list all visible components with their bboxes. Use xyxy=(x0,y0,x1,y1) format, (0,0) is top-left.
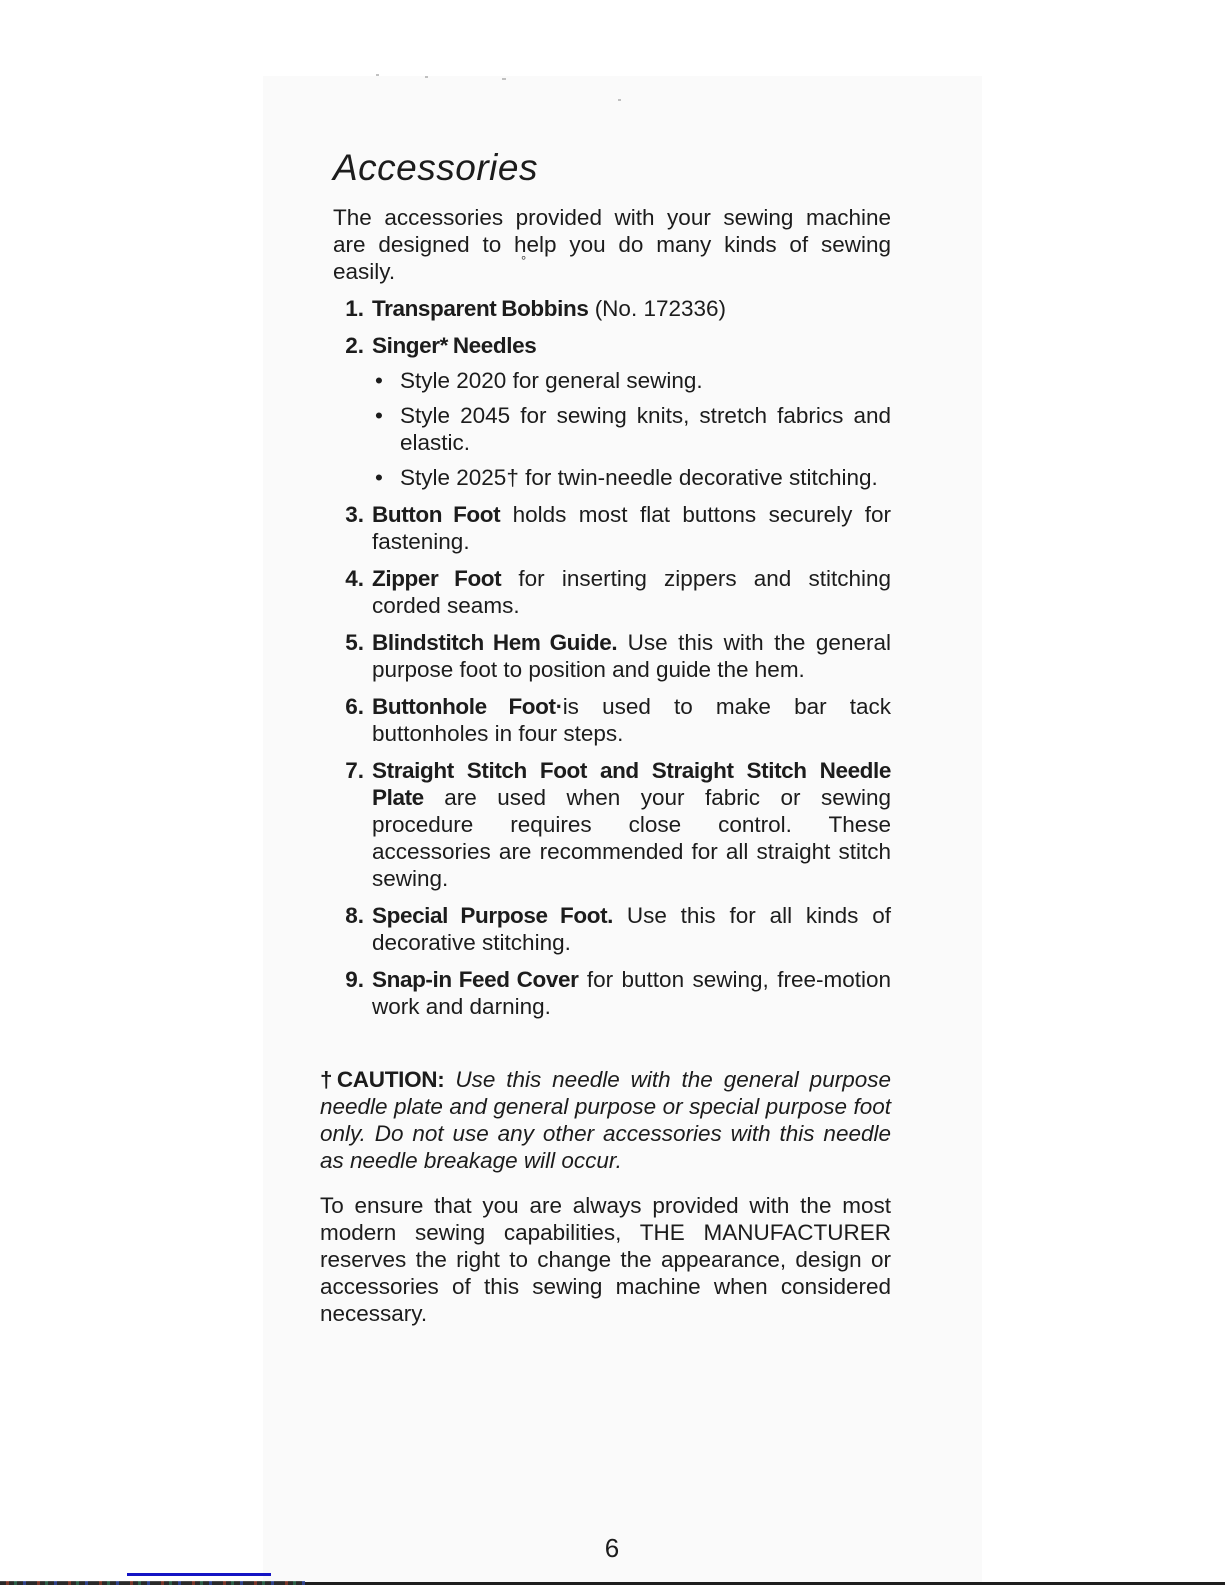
item-name: Snap-in Feed Cover xyxy=(372,967,579,992)
item-name: Zipper Foot xyxy=(372,566,502,591)
item-number: 9. xyxy=(345,967,364,992)
list-item xyxy=(333,332,891,491)
caution-label: †CAUTION: xyxy=(320,1067,445,1092)
scan-edge-speckle xyxy=(0,1581,305,1585)
item-text xyxy=(372,966,891,1020)
bullet-item xyxy=(372,367,891,394)
item-name: Blindstitch Hem Guide. xyxy=(372,630,618,655)
item-number: 8. xyxy=(345,903,364,928)
bullet-item xyxy=(372,464,891,491)
closing-paragraph: To ensure that you are always provided with the most modern sewing capabilities, THE MANUFACTURER reserves the right to change the appearance, design or accessories of this sewing machine when considered necessary. xyxy=(320,1193,891,1326)
scan-speck xyxy=(618,99,621,101)
item-name: Special Purpose Foot. xyxy=(372,903,614,928)
item-number: 3. xyxy=(345,502,364,527)
bullet-text: Style 2020 for general sewing. xyxy=(400,368,703,393)
item-number: 4. xyxy=(345,566,364,591)
item-name: Button Foot xyxy=(372,502,501,527)
item-number: 7. xyxy=(345,758,364,783)
item-name: Transparent Bobbins xyxy=(372,296,589,321)
needle-styles-list xyxy=(372,367,891,491)
list-item xyxy=(333,501,891,555)
item-name: Singer* Needles xyxy=(372,333,537,358)
item-description: are used when your fabric or sewing procedure requires close control. These accessories are recommended for all straight stitch sewing. xyxy=(372,785,891,891)
bullet-item xyxy=(372,402,891,456)
item-name: Straight Stitch Foot and Straight Stitch Needle Plate xyxy=(372,758,891,810)
caution-text: Use this needle with the general purpose needle plate and general purpose or special purpose foot only. Do not use any other accessories with this needle as needle breakage will occur. xyxy=(320,1067,891,1173)
scan-speck xyxy=(425,76,428,78)
item-text xyxy=(372,565,891,619)
list-item xyxy=(333,295,891,322)
item-description: (No. 172336) xyxy=(588,296,727,321)
item-text xyxy=(372,295,891,322)
item-name: Buttonhole Foot· xyxy=(372,694,563,719)
page-number: 6 xyxy=(604,1533,620,1563)
item-text xyxy=(372,501,891,555)
scan-artifact-degree: ° xyxy=(521,253,527,268)
bullet-text: Style 2045 for sewing knits, stretch fabrics and elastic. xyxy=(400,403,891,455)
bullet-text: Style 2025† for twin-needle decorative stitching. xyxy=(400,465,878,490)
item-description: for inserting zippers and stitching corded seams. xyxy=(372,566,892,618)
page-title: Accessories xyxy=(333,147,538,188)
accessories-list xyxy=(333,295,891,1020)
item-number: 1. xyxy=(345,296,364,321)
intro-paragraph: The accessories provided with your sewing machine are designed to help you do many kinds of sewing easily. xyxy=(333,205,891,284)
item-text xyxy=(372,693,891,747)
item-number: 6. xyxy=(345,694,364,719)
item-description: Use this for all kinds of decorative stitching. xyxy=(372,903,891,955)
item-number: 2. xyxy=(345,333,364,358)
text-column xyxy=(320,146,892,1327)
list-item xyxy=(333,693,891,747)
item-description: Use this with the general purpose foot to position and guide the hem. xyxy=(372,630,891,682)
bullet-icon: • xyxy=(375,368,383,393)
item-text xyxy=(372,332,891,491)
list-item xyxy=(333,966,891,1020)
item-description: for button sewing, free-motion work and darning. xyxy=(372,967,892,1019)
caution-paragraph xyxy=(320,1066,891,1174)
item-description: is used to make bar tack buttonholes in four steps. xyxy=(372,694,891,746)
list-item xyxy=(333,902,891,956)
blue-underline xyxy=(127,1573,271,1576)
scan-speck xyxy=(376,74,379,76)
item-text xyxy=(372,629,891,683)
list-item xyxy=(333,757,891,892)
item-description: holds most flat buttons securely for fastening. xyxy=(372,502,892,554)
item-number: 5. xyxy=(345,630,364,655)
bullet-icon: • xyxy=(375,465,383,490)
item-text xyxy=(372,902,891,956)
item-text xyxy=(372,757,891,892)
list-item xyxy=(333,565,891,619)
list-item xyxy=(333,629,891,683)
scan-speck xyxy=(502,78,506,80)
bullet-icon: • xyxy=(375,403,383,428)
